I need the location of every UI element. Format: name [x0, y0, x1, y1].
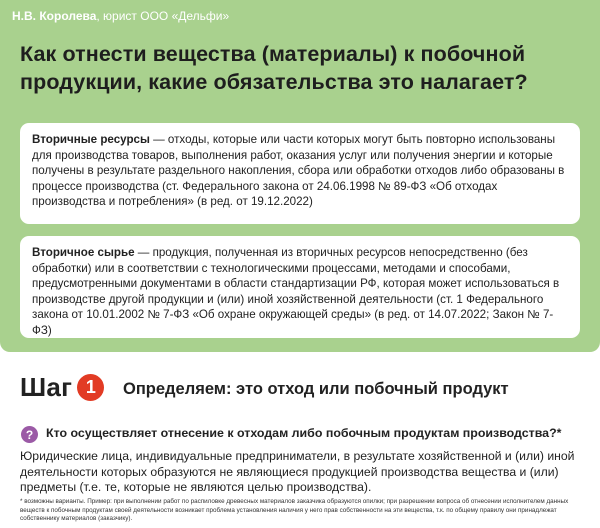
definition-card-secondary-resources: [20, 123, 580, 224]
step-number-badge: 1: [77, 374, 104, 401]
footnote: * возможны варианты. Пример: при выполнении работ по распиловке древесных материалов заказчика образуются опилки; при разрешении вопроса об отнесении исполнителем данных веществ к побочным продуктам своей деятельности возникает проблема установления наличия у него прав собственности на эти вещества, т.к. по общему правилу они принадлежат собственнику материалов (заказчику).: [20, 498, 569, 523]
author-name: Н.В. Королева: [12, 9, 97, 23]
definition-text: — продукция, полученная из вторичных ресурсов непосредственно (без обработки) или в соответствии с технологическими процессами, методами и способами, предусмотренными документами в области стандартизации РФ, которая может использоваться в производстве другой продукции и (или) иной хозяйственной деятельности (ст. 1 Федерального закона от 10.01.2002 № 7-ФЗ «Об охране окружающей среды» (в ред. от 14.07.2022; Закон № 7-ФЗ): [32, 246, 560, 337]
author-line: [12, 9, 229, 23]
step-word: Шаг: [20, 371, 73, 402]
definition-term: Вторичные ресурсы: [32, 133, 150, 146]
step-heading: [20, 372, 104, 402]
step-title: Определяем: это отход или побочный продукт: [123, 380, 509, 398]
question-text: Кто осуществляет отнесение к отходам либо побочным продуктам производства?*: [46, 426, 562, 440]
question-icon: ?: [21, 426, 38, 443]
answer-text: Юридические лица, индивидуальные предприниматели, в результате хозяйственной и (или) иной деятельности которых образуются не являющиеся продукцией производства вещества и (или) предметы (т.е. те, которые не являются целью производства).: [20, 449, 575, 495]
article-title: Как отнести вещества (материалы) к побочной продукции, какие обязательства это налагает?: [20, 42, 528, 94]
definition-text: — отходы, которые или части которых могут быть повторно использованы для производства товаров, выполнения работ, оказания услуг или получения энергии и которые получены в результате раздельного накопления, сбора или обработки отходов либо образованы в процессе производства (ст. Федерального закона от 24.06.1998 № 89-ФЗ «Об отходах производства и потребления» (в ред. от 19.12.2022): [32, 133, 565, 209]
definition-card-secondary-raw-materials: [20, 236, 580, 338]
author-position: , юрист ООО «Дельфи»: [96, 9, 230, 23]
definition-term: Вторичное сырье: [32, 246, 135, 259]
